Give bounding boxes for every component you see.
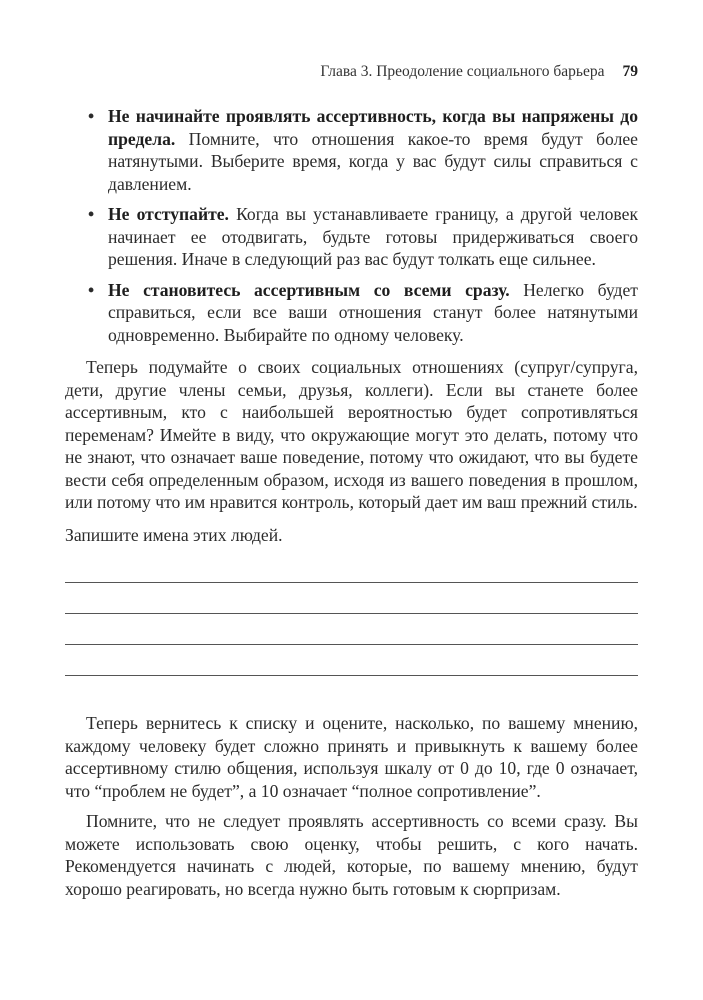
answer-line[interactable] [65, 614, 638, 645]
paragraph-reminder: Помните, что не следует проявлять ассертивность со всеми сразу. Вы можете использовать свою оценку, чтобы решить, с кого начать. Рекомендуется начинать с людей, которые, по вашему мнению, будут хорошо реагировать, но всегда нужно быть готовым к сюрпризам. [65, 811, 638, 899]
page-number: 79 [622, 63, 638, 80]
tip-text: Нелегко будет справиться, если все ваши отношения станут более натянутыми одновременно. Выбирайте по одному человеку. [108, 279, 638, 345]
page-body [65, 105, 638, 900]
answer-line[interactable] [65, 583, 638, 614]
tip-lead: Не становитесь ассертивным со всеми сразу. [108, 279, 510, 300]
answer-line[interactable] [65, 645, 638, 676]
paragraph-rating-scale: Теперь вернитесь к списку и оцените, насколько, по вашему мнению, каждому человеку будет сложно принять и привыкнуть к вашему более ассертивному стилю общения, используя шкалу от 0 до 10, где 0 означает, что “проблем не будет”, а 10 означает “полное сопротивление”. [65, 713, 638, 801]
list-item [65, 203, 638, 271]
list-item [65, 105, 638, 195]
tip-lead: Не начинайте проявлять ассертивность, когда вы напряжены до предела. [108, 106, 638, 149]
answer-line[interactable] [65, 552, 638, 583]
write-names-prompt: Запишите имена этих людей. [65, 524, 283, 545]
answer-lines [65, 552, 638, 676]
chapter-title: Глава 3. Преодоление социального барьера [320, 63, 605, 80]
tips-list [65, 105, 638, 346]
tip-lead: Не отступайте. [108, 204, 229, 224]
bullet-icon: • [88, 279, 95, 300]
running-header [320, 63, 638, 81]
paragraph-social-relations: Теперь подумайте о своих социальных отношениях (супруг/супруга, дети, другие члены семьи, друзья, коллеги). Если вы станете более ассертивным, кто с наибольшей вероятностью будет сопротивляться переменам? Имейте в виду, что окружающие могут это делать, потому что не знают, что означает ваше поведение, потому что ожидают, что вы будете вести себя определенным образом, исходя из вашего поведения в прошлом, или потому что им нравится контроль, который дает им ваш прежний стиль. [65, 357, 638, 512]
list-item [65, 279, 638, 347]
bullet-icon: • [88, 204, 95, 224]
tip-text: Когда вы устанавливаете границу, а другой человек начинает ее отодвигать, будьте готовы придерживаться своего решения. Иначе в следующий раз вас будут толкать еще сильнее. [108, 204, 638, 269]
bullet-icon: • [88, 106, 95, 126]
tip-text: Помните, что отношения какое-то время будут более натянутыми. Выберите время, когда у вас будут силы справиться с давлением. [108, 128, 638, 194]
